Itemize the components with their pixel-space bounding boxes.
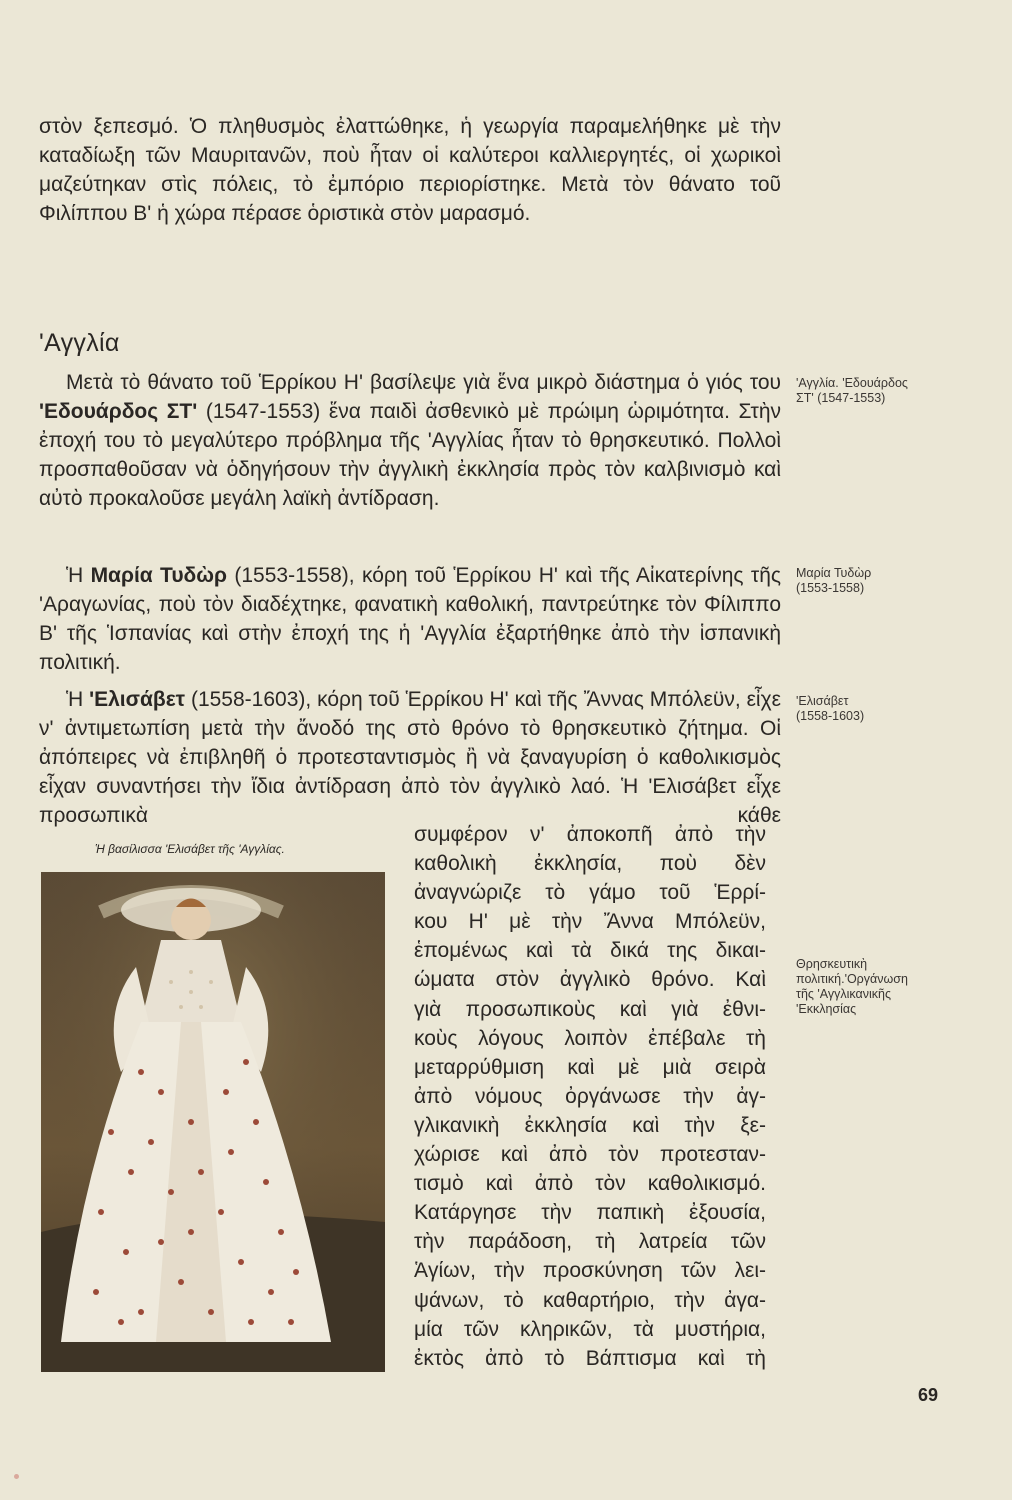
margin-note-edward: 'Αγγλία. 'Εδουάρδος ΣΤ' (1547-1553) bbox=[796, 376, 908, 405]
page-number: 69 bbox=[918, 1385, 939, 1405]
figure-caption: Ἡ βασίλισσα 'Ελισάβετ τῆς 'Αγγλίας. bbox=[95, 842, 285, 856]
continued-line: τισμὸ καὶ ἀπὸ τὸν καθολικισμό. bbox=[414, 1172, 766, 1196]
edward-paragraph-block bbox=[39, 368, 781, 513]
continued-line: ψάνων, τὸ καθαρτήριο, τὴν ἀγα- bbox=[414, 1288, 766, 1312]
elizabeth-continued-column bbox=[414, 820, 766, 1373]
margin-note-elizabeth: 'Ελισάβετ (1558-1603) bbox=[796, 694, 865, 723]
margin-note-religion: Θρησκευτικὴ πολιτική.'Οργάνωση τῆς 'Αγγλικανικῆς 'Εκκλησίας bbox=[796, 957, 908, 1016]
ink-spot bbox=[14, 1474, 19, 1479]
continued-line: ἐκτὸς ἀπὸ τὸ Βάπτισμα καὶ τὴ bbox=[414, 1346, 766, 1370]
continued-line: τὴν παράδοση, τὴ λατρεία τῶν bbox=[414, 1230, 766, 1254]
continued-line: καθολικὴ ἐκκλησία, ποὺ δὲν bbox=[414, 852, 766, 876]
mary-name: Μαρία Τυδὼρ bbox=[90, 564, 228, 587]
portrait-elizabeth-figure bbox=[41, 872, 385, 1372]
elizabeth-name: 'Ελισάβετ bbox=[89, 688, 186, 711]
opening-paragraph-block bbox=[39, 112, 781, 228]
continued-line: γλικανικὴ ἐκκλησία καὶ τὴν ξε- bbox=[414, 1113, 766, 1137]
continued-line: ἀπὸ νόμους ὀργάνωσε τὴν ἀγ- bbox=[414, 1084, 766, 1108]
continued-line: χώρισε καὶ ἀπὸ τὸν προτεσταν- bbox=[414, 1143, 766, 1167]
continued-line: κου Η' μὲ τὴν Ἄννα Μπόλεϋν, bbox=[414, 910, 766, 934]
mary-paragraph: Ἡ Μαρία Τυδὼρ (1553-1558), κόρη τοῦ Ἑρρίκου Η' καὶ τῆς Αἰκατερίνης τῆς 'Αραγωνίας, ποὺ τὸν διαδέχτηκε, φανατικὴ καθολική, παντρεύτηκε τὸν Φίλιππο Β' τῆς Ἱσπανίας καὶ στὴν ἐποχή της ἡ 'Αγγλία ἐξαρτήθηκε ἀπὸ τὴν ἱσπανικὴ πολιτική. bbox=[39, 564, 781, 674]
continued-line: μία τῶν κληρικῶν, τὰ μυστήρια, bbox=[414, 1317, 766, 1341]
mary-paragraph-block bbox=[39, 561, 781, 677]
continued-line: ώματα στὸν ἀγγλικὸ θρόνο. Καὶ bbox=[414, 968, 766, 992]
continued-line: Κατάργησε τὴν παπικὴ ἐξουσία, bbox=[414, 1201, 766, 1225]
elizabeth-paragraph: Ἡ 'Ελισάβετ (1558-1603), κόρη τοῦ Ἑρρίκου Η' καὶ τῆς Ἄννας Μπόλεϋν, εἶχε ν' ἀντιμετωπίση μετὰ τὴν ἄνοδό της στὸ θρόνο τὸ θρησκευτικὸ ζήτημα. Οἱ ἀπόπειρες νὰ ἐπιβληθῆ ὁ προτεσταντισμὸς ἢ νὰ ξαναγυρίση ὁ καθολικισμὸς εἶχαν συναντήσει τὴν ἴδια ἀντίδραση ἀπὸ τὸν ἀγγλικὸ λαό. Ἡ 'Ελισάβετ εἶχε προσωπικὰ κάθε bbox=[39, 688, 781, 827]
continued-line: συμφέρον ν' ἀποκοπῆ ἀπὸ τὴν bbox=[414, 823, 766, 846]
portrait-elizabeth-image bbox=[41, 872, 385, 1372]
continued-line: ἀναγνώριζε τὸ γάμο τοῦ Ἑρρί- bbox=[414, 881, 766, 905]
continued-line: μεταρρύθμιση καὶ μὲ μιὰ σειρὰ bbox=[414, 1055, 766, 1079]
continued-line: Ἁγίων, τὴν προσκύνηση τῶν λει- bbox=[414, 1259, 766, 1283]
continued-line: γιὰ προσωπικοὺς καὶ γιὰ ἐθνι- bbox=[414, 997, 766, 1021]
continued-line: κοὺς λόγους λοιπὸν ἐπέβαλε τὴ bbox=[414, 1026, 766, 1050]
section-heading: 'Αγγλία bbox=[39, 329, 120, 357]
opening-paragraph: στὸν ξεπεσμό. Ὁ πληθυσμὸς ἐλαττώθηκε, ἡ γεωργία παραμελήθηκε μὲ τὴν καταδίωξη τῶν Μαυριτανῶν, ποὺ ἦταν οἱ καλύτεροι καλλιεργητές, οἱ χωρικοὶ μαζεύτηκαν στὶς πόλεις, τὸ ἐμπόριο περιορίστηκε. Μετὰ τὸν θάνατο τοῦ Φιλίππου Β' ἡ χώρα πέρασε ὁριστικὰ στὸν μαρασμό. bbox=[39, 115, 781, 225]
edward-paragraph: Μετὰ τὸ θάνατο τοῦ Ἑρρίκου Η' βασίλεψε γιὰ ἕνα μικρὸ διάστημα ὁ γιός του 'Εδουάρδος ΣΤ' (1547-1553) ἕνα παιδὶ ἀσθενικὸ μὲ πρώιμη ὡριμότητα. Στὴν ἐποχή του τὸ μεγαλύτερο πρόβλημα τῆς 'Αγγλίας ἦταν τὸ θρησκευτικό. Πολλοὶ προσπαθοῦσαν νὰ ὁδηγήσουν τὴν ἀγγλικὴ ἐκκλησία πρὸς τὸν καλβινισμὸ καὶ αὐτὸ προκαλοῦσε μεγάλη λαϊκὴ ἀντίδραση. bbox=[39, 371, 781, 510]
continued-line: ἑπομένως καὶ τὰ δικά της δικαι- bbox=[414, 939, 766, 963]
margin-note-mary: Μαρία Τυδὼρ (1553-1558) bbox=[796, 566, 872, 595]
elizabeth-paragraph-block bbox=[39, 685, 781, 830]
edward-name: 'Εδουάρδος ΣΤ' bbox=[39, 400, 198, 423]
